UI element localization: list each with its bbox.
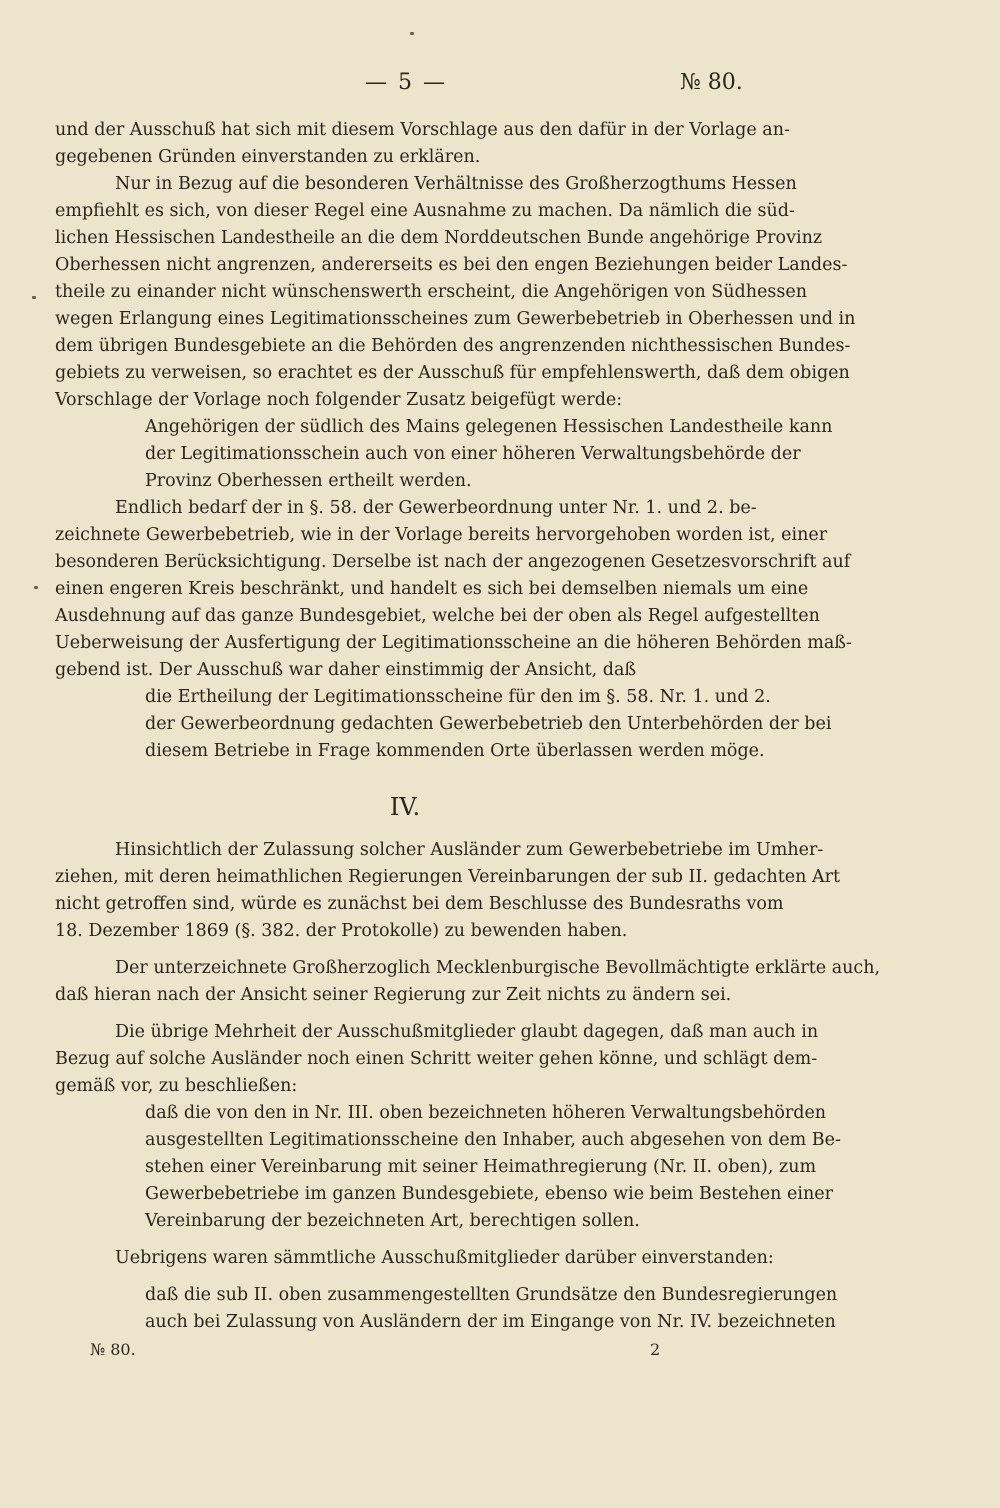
paragraph-6 [55, 1019, 819, 1100]
page-footer [0, 1340, 1000, 1364]
text-line: Vereinbarung der bezeichneten Art, berechtigen sollen. [145, 1211, 640, 1231]
section-heading: IV. [389, 793, 421, 821]
text-line: einen engeren Kreis beschränkt, und handelt es sich bei demselben niemals um eine [55, 579, 809, 599]
text-line: gegebenen Gründen einverstanden zu erklären. [55, 147, 481, 167]
text-line: Bezug auf solche Ausländer noch einen Schritt weiter gehen könne, und schlägt dem- [55, 1049, 818, 1069]
text-line: dem übrigen Bundesgebiete an die Behörden des angrenzenden nichthessischen Bundes- [55, 336, 851, 356]
text-line: die Ertheilung der Legitimationsscheine für den im §. 58. Nr. 1. und 2. [145, 687, 771, 707]
text-line: daß hieran nach der Ansicht seiner Regierung zur Zeit nichts zu ändern sei. [55, 985, 732, 1005]
text-line: wegen Erlangung eines Legitimationsscheines zum Gewerbebetrieb in Oberhessen und in [55, 309, 856, 329]
text-line: ziehen, mit deren heimathlichen Regierungen Vereinbarungen der sub II. gedachten Art [55, 867, 840, 887]
paper-speck [34, 586, 38, 589]
footer-document-number: № 80. [90, 1340, 136, 1359]
paragraph-5 [55, 955, 881, 1009]
page-number: — 5 — [365, 70, 447, 95]
text-line: Ueberweisung der Ausfertigung der Legitimationsscheine an die höheren Behörden maß- [55, 633, 852, 653]
text-line: der Legitimationsschein auch von einer höheren Verwaltungsbehörde der [145, 444, 801, 464]
paragraph-3 [55, 495, 852, 684]
document-number: № 80. [680, 70, 743, 95]
text-line: ausgestellten Legitimationsscheine den Inhaber, auch abgesehen von dem Be- [145, 1130, 841, 1150]
quoted-resolution-gewerbe [55, 684, 832, 765]
paragraph-7 [55, 1245, 774, 1272]
text-line: lichen Hessischen Landestheile an die dem Norddeutschen Bunde angehörige Provinz [55, 228, 823, 248]
paper-speck [410, 32, 414, 35]
text-line: der Gewerbeordnung gedachten Gewerbebetrieb den Unterbehörden der bei [145, 714, 832, 734]
paragraph-1 [55, 117, 790, 171]
text-line: Der unterzeichnete Großherzoglich Mecklenburgische Bevollmächtigte erklärte auch, [115, 958, 881, 978]
text-line: auch bei Zulassung von Ausländern der im Eingange von Nr. IV. bezeichneten [145, 1312, 836, 1332]
paragraph-4 [55, 837, 840, 945]
text-line: Uebrigens waren sämmtliche Ausschußmitglieder darüber einverstanden: [115, 1248, 774, 1268]
text-line: Nur in Bezug auf die besonderen Verhältnisse des Großherzogthums Hessen [115, 174, 797, 194]
footer-sheet-number: 2 [650, 1340, 661, 1359]
text-line: Oberhessen nicht angrenzen, andererseits es bei den engen Beziehungen beider Landes- [55, 255, 848, 275]
text-line: Hinsichtlich der Zulassung solcher Ausländer zum Gewerbebetriebe im Umher- [115, 840, 824, 860]
text-line: stehen einer Vereinbarung mit seiner Heimathregierung (Nr. II. oben), zum [145, 1157, 817, 1177]
paper-speck [32, 296, 36, 299]
text-line: gebend ist. Der Ausschuß war daher einstimmig der Ansicht, daß [55, 660, 637, 680]
text-line: gemäß vor, zu beschließen: [55, 1076, 298, 1096]
text-line: zeichnete Gewerbebetrieb, wie in der Vorlage bereits hervorgehoben worden ist, einer [55, 525, 828, 545]
text-line: gebiets zu verweisen, so erachtet es der Ausschuß für empfehlenswerth, daß dem obigen [55, 363, 850, 383]
text-line: Provinz Oberhessen ertheilt werden. [145, 471, 472, 491]
text-line: und der Ausschuß hat sich mit diesem Vorschlage aus den dafür in der Vorlage an- [55, 120, 790, 140]
text-line: Vorschlage der Vorlage noch folgender Zusatz beigefügt werde: [55, 390, 623, 410]
text-line: diesem Betriebe in Frage kommenden Orte überlassen werden möge. [145, 741, 765, 761]
text-line: empfiehlt es sich, von dieser Regel eine Ausnahme zu machen. Da nämlich die süd- [55, 201, 795, 221]
quoted-addition-hessen [55, 414, 833, 495]
text-line: Ausdehnung auf das ganze Bundesgebiet, welche bei der oben als Regel aufgestellten [55, 606, 820, 626]
text-line: Angehörigen der südlich des Mains gelegenen Hessischen Landestheile kann [145, 417, 833, 437]
text-line: besonderen Berücksichtigung. Derselbe ist nach der angezogenen Gesetzesvorschrift auf [55, 552, 851, 572]
text-line: Die übrige Mehrheit der Ausschußmitglieder glaubt dagegen, daß man auch in [115, 1022, 819, 1042]
text-line: nicht getroffen sind, würde es zunächst bei dem Beschlusse des Bundesraths vom [55, 894, 784, 914]
text-line: daß die sub II. oben zusammengestellten Grundsätze den Bundesregierungen [145, 1285, 838, 1305]
text-line: Endlich bedarf der in §. 58. der Gewerbeordnung unter Nr. 1. und 2. be- [115, 498, 757, 518]
text-line: daß die von den in Nr. III. oben bezeichneten höheren Verwaltungsbehörden [145, 1103, 827, 1123]
text-line: Gewerbebetriebe im ganzen Bundesgebiete, ebenso wie beim Bestehen einer [145, 1184, 833, 1204]
quoted-resolution-auslaender [55, 1100, 841, 1235]
text-line: theile zu einander nicht wünschenswerth erscheint, die Angehörigen von Südhessen [55, 282, 807, 302]
text-line: 18. Dezember 1869 (§. 382. der Protokolle) zu bewenden haben. [55, 921, 628, 941]
quoted-agreement [55, 1282, 838, 1336]
page-body [55, 117, 881, 1336]
page-header [0, 70, 1000, 104]
paragraph-2 [55, 171, 856, 414]
